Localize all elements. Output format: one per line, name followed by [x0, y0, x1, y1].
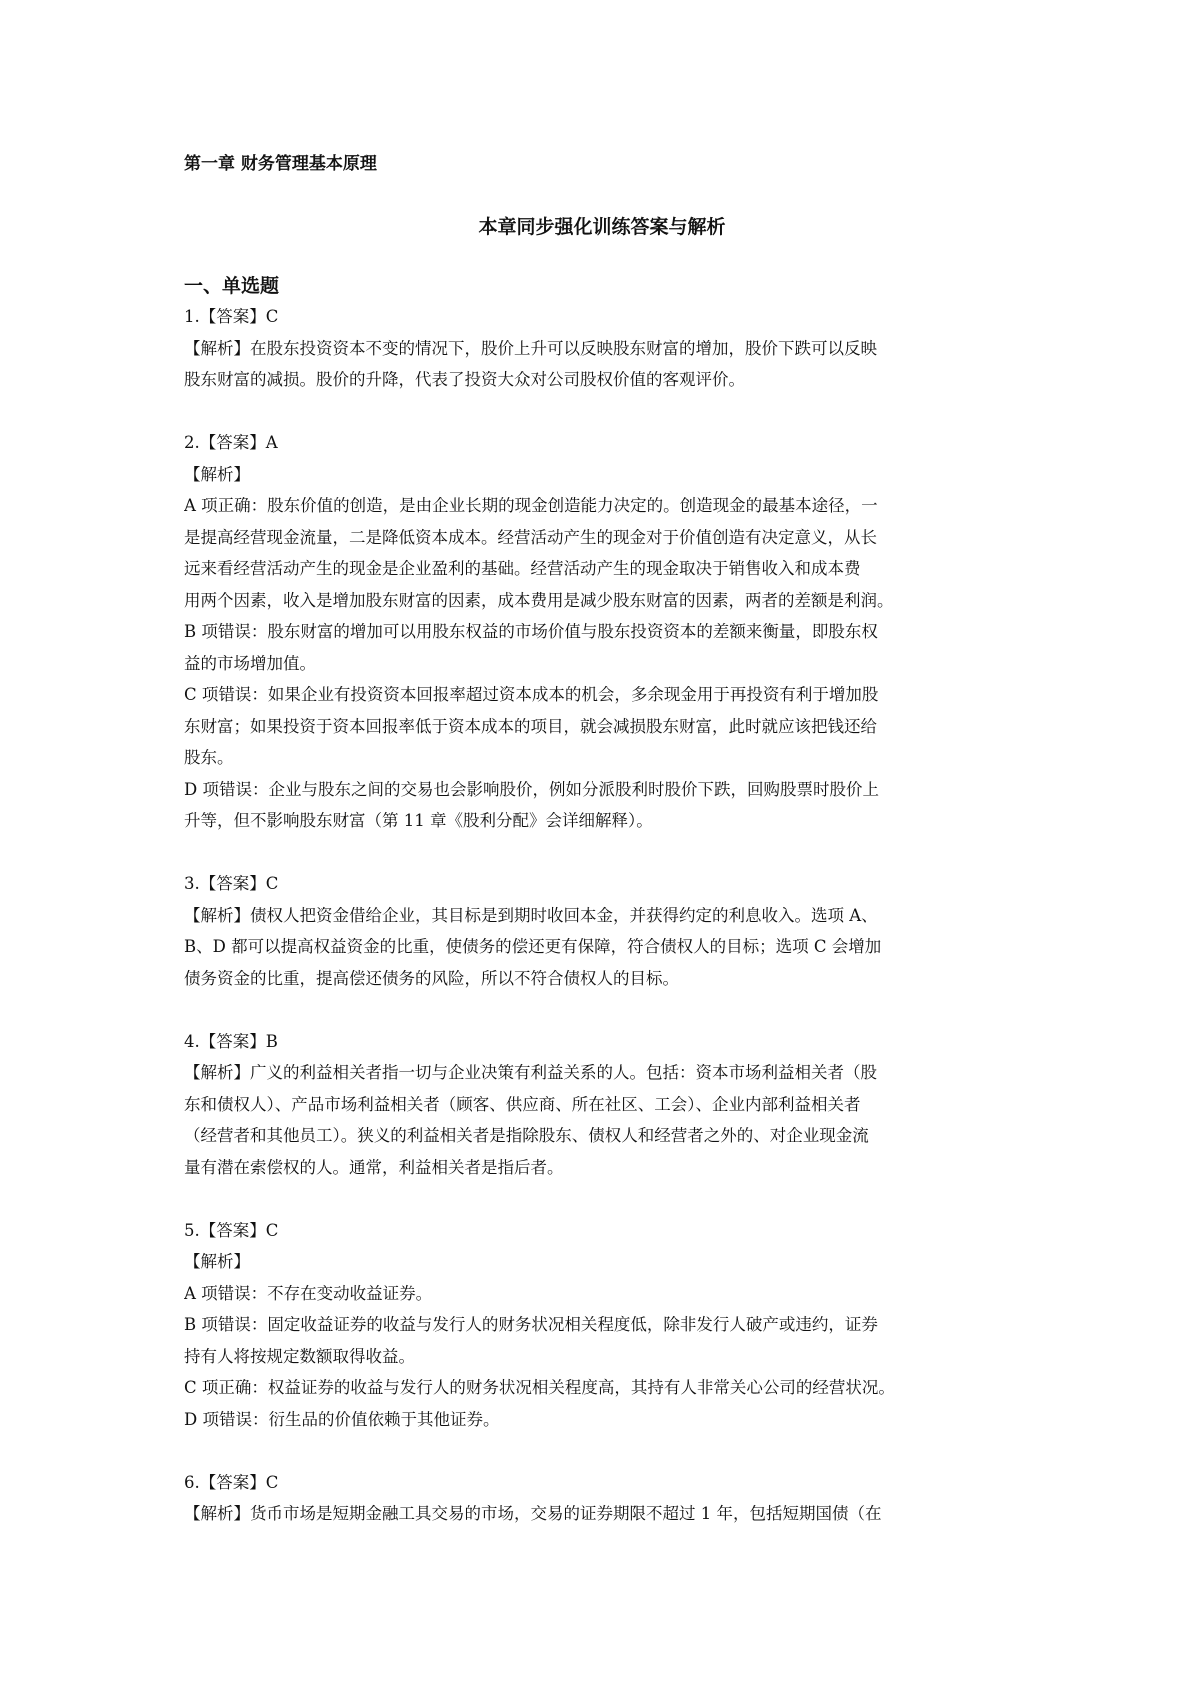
answer-line: 2.【答案】A	[184, 433, 278, 452]
question-block	[184, 1026, 1020, 1184]
explanation-line: C 项错误：如果企业有投资资本回报率超过资本成本的机会，多余现金用于再投资有利于增加股	[184, 685, 879, 704]
section-title: 本章同步强化训练答案与解析	[478, 216, 726, 238]
explanation-line: 股东。	[184, 748, 234, 767]
paragraph-gap	[184, 396, 1020, 428]
explanation-line: （经营者和其他员工）。狭义的利益相关者是指除股东、债权人和经营者之外的、对企业现金流	[184, 1126, 869, 1145]
explanation-line: 【解析】债权人把资金借给企业，其目标是到期时收回本金，并获得约定的利息收入。选项 A、	[184, 905, 878, 925]
question-block	[184, 427, 1020, 837]
paragraph-gap	[184, 1183, 1020, 1215]
explanation-line: 债务资金的比重，提高偿还债务的风险，所以不符合债权人的目标。	[184, 968, 679, 988]
explanation-line: 远来看经营活动产生的现金是企业盈利的基础。经营活动产生的现金取决于销售收入和成本费	[184, 559, 861, 578]
document-body	[184, 271, 1020, 1530]
question-block	[184, 301, 1020, 396]
explanation-line: 【解析】	[184, 1252, 250, 1271]
explanation-line: C 项正确：权益证券的收益与发行人的财务状况相关程度高，其持有人非常关心公司的经营状况。	[184, 1378, 895, 1397]
question-block	[184, 1467, 1020, 1530]
chapter-title: 第一章 财务管理基本原理	[184, 154, 377, 174]
explanation-line: 东财富；如果投资于资本回报率低于资本成本的项目，就会减损股东财富，此时就应该把钱还给	[184, 716, 877, 736]
explanation-line: A 项正确：股东价值的创造，是由企业长期的现金创造能力决定的。创造现金的最基本途径，一	[184, 496, 878, 515]
question-block	[184, 868, 1020, 994]
explanation-line: 【解析】广义的利益相关者指一切与企业决策有利益关系的人。包括：资本市场利益相关者（股	[184, 1063, 877, 1082]
heading-single-choice: 一、单选题	[184, 275, 280, 297]
question-block	[184, 1215, 1020, 1436]
explanation-line: D 项错误：衍生品的价值依赖于其他证券。	[184, 1409, 500, 1429]
explanation-line: A 项错误：不存在变动收益证券。	[184, 1283, 433, 1303]
explanation-line: B、D 都可以提高权益资金的比重，使债务的偿还更有保障，符合债权人的目标；选项 C 会增加	[184, 937, 882, 956]
explanation-line: B 项错误：股东财富的增加可以用股东权益的市场价值与股东投资资本的差额来衡量，即股东权	[184, 622, 878, 641]
explanation-line: 【解析】在股东投资资本不变的情况下，股价上升可以反映股东财富的增加，股价下跌可以反映	[184, 338, 877, 358]
explanation-line: 持有人将按规定数额取得收益。	[184, 1346, 415, 1366]
explanation-line: 益的市场增加值。	[184, 653, 316, 673]
explanation-line: B 项错误：固定收益证券的收益与发行人的财务状况相关程度低，除非发行人破产或违约，证券	[184, 1315, 878, 1334]
explanation-line: D 项错误：企业与股东之间的交易也会影响股价，例如分派股利时股价下跌，回购股票时股价上	[184, 779, 879, 799]
answer-line: 6.【答案】C	[184, 1472, 279, 1492]
explanation-line: 【解析】货币市场是短期金融工具交易的市场，交易的证券期限不超过 1 年，包括短期国债（在	[184, 1504, 882, 1523]
explanation-line: 升等，但不影响股东财富（第 11 章《股利分配》会详细解释）。	[184, 811, 653, 830]
answer-line: 4.【答案】B	[184, 1031, 278, 1051]
explanation-line: 【解析】	[184, 464, 250, 484]
answer-line: 5.【答案】C	[184, 1220, 279, 1240]
explanation-line: 是提高经营现金流量，二是降低资本成本。经营活动产生的现金对于价值创造有决定意义，从长	[184, 527, 877, 547]
explanation-line: 量有潜在索偿权的人。通常，利益相关者是指后者。	[184, 1157, 564, 1177]
answer-line: 1.【答案】C	[184, 307, 279, 326]
paragraph-gap	[184, 994, 1020, 1026]
explanation-line: 东和债权人）、产品市场利益相关者（顾客、供应商、所在社区、工会）、企业内部利益相关者	[184, 1094, 861, 1114]
paragraph-gap	[184, 1435, 1020, 1467]
explanation-line: 用两个因素，收入是增加股东财富的因素，成本费用是减少股东财富的因素，两者的差额是利润。	[184, 590, 894, 610]
paragraph-gap	[184, 837, 1020, 869]
explanation-line: 股东财富的减损。股价的升降，代表了投资大众对公司股权价值的客观评价。	[184, 370, 745, 389]
answer-line: 3.【答案】C	[184, 874, 279, 893]
